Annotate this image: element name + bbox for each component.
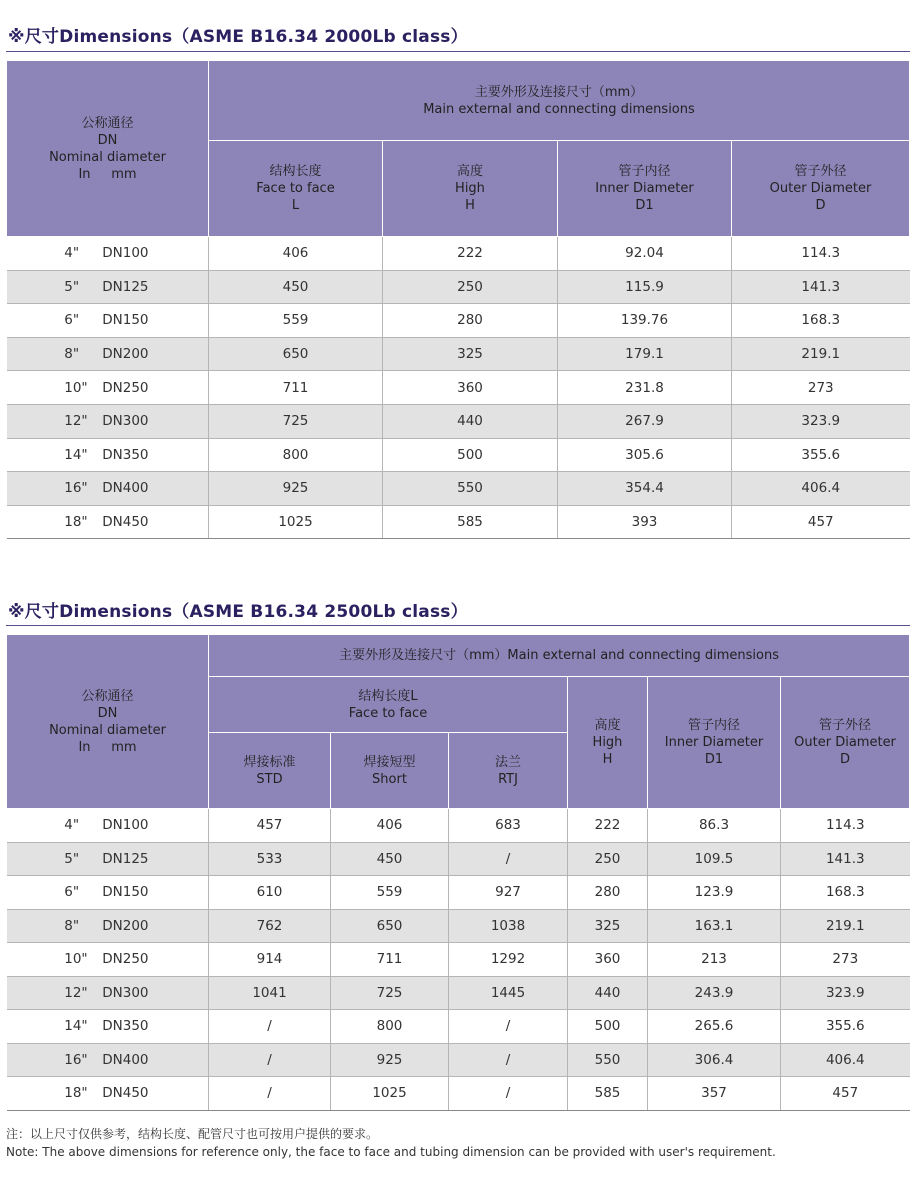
cell-h: 222 — [568, 809, 648, 843]
cell-inch: 4" — [64, 245, 80, 262]
table-row — [7, 976, 910, 1010]
cell-dn: DN200 — [102, 917, 149, 934]
table-row — [7, 404, 910, 438]
cell-dn: DN300 — [102, 413, 149, 430]
cell-l: 725 — [209, 404, 383, 438]
cell-h: 500 — [568, 1010, 648, 1044]
cell-h: 440 — [568, 976, 648, 1010]
cell-dn: DN450 — [102, 514, 149, 531]
section-title-2000lb: ※尺寸Dimensions（ASME B16.34 2000Lb class） — [8, 27, 468, 47]
header-face-to-face: 结构长度L Face to face — [209, 677, 568, 733]
header-inner-diameter: 管子内径 Inner Diameter D1 — [648, 677, 781, 809]
cell-rtj: 683 — [449, 809, 568, 843]
cell-nominal-diameter — [7, 909, 209, 943]
header-high: 高度 High H — [568, 677, 648, 809]
cell-l: 711 — [209, 371, 383, 405]
cell-rtj: 927 — [449, 876, 568, 910]
section-title-2500lb: ※尺寸Dimensions（ASME B16.34 2500Lb class） — [8, 602, 468, 622]
cell-nominal-diameter — [7, 337, 209, 371]
cell-inch: 12" — [64, 984, 88, 1001]
header-outer-diameter: 管子外径 Outer Diameter D — [781, 677, 910, 809]
cell-std: 533 — [209, 842, 331, 876]
cell-std: 914 — [209, 943, 331, 977]
cell-d: 168.3 — [732, 304, 910, 338]
cell-d: 273 — [732, 371, 910, 405]
cell-inch: 16" — [64, 480, 88, 497]
dimensions-table-2000lb — [6, 60, 910, 539]
cell-nominal-diameter — [7, 404, 209, 438]
cell-nominal-diameter — [7, 304, 209, 338]
cell-dn: DN400 — [102, 480, 149, 497]
cell-dn: DN150 — [102, 312, 149, 329]
note-chinese: 注：以上尺寸仅供参考，结构长度、配管尺寸也可按用户提供的要求。 — [6, 1127, 379, 1141]
cell-rtj: / — [449, 1077, 568, 1111]
cell-h: 585 — [568, 1077, 648, 1111]
cell-short: 1025 — [331, 1077, 449, 1111]
title-divider — [6, 51, 910, 52]
cell-nominal-diameter — [7, 876, 209, 910]
cell-l: 559 — [209, 304, 383, 338]
cell-d1: 115.9 — [558, 270, 732, 304]
dimensions-table-2500lb — [6, 634, 910, 1111]
cell-d1: 231.8 — [558, 371, 732, 405]
table-row — [7, 337, 910, 371]
cell-inch: 8" — [64, 917, 80, 934]
cell-rtj: 1292 — [449, 943, 568, 977]
cell-std: / — [209, 1077, 331, 1111]
cell-h: 360 — [568, 943, 648, 977]
cell-d: 168.3 — [781, 876, 910, 910]
cell-dn: DN100 — [102, 817, 149, 834]
table-row — [7, 270, 910, 304]
cell-nominal-diameter — [7, 943, 209, 977]
table-row — [7, 505, 910, 539]
cell-d1: 267.9 — [558, 404, 732, 438]
cell-inch: 8" — [64, 346, 80, 363]
table-row — [7, 237, 910, 271]
cell-d1: 139.76 — [558, 304, 732, 338]
note-block — [6, 1125, 776, 1161]
cell-rtj: / — [449, 1043, 568, 1077]
header-nominal-diameter: 公称通径 DN Nominal diameter In mm — [7, 61, 209, 237]
cell-nominal-diameter — [7, 842, 209, 876]
cell-h: 585 — [383, 505, 558, 539]
header-short: 焊接短型 Short — [331, 733, 449, 809]
cell-dn: DN300 — [102, 984, 149, 1001]
cell-h: 325 — [383, 337, 558, 371]
cell-std: 457 — [209, 809, 331, 843]
table-row — [7, 876, 910, 910]
cell-d1: 123.9 — [648, 876, 781, 910]
cell-std: / — [209, 1010, 331, 1044]
cell-inch: 16" — [64, 1051, 88, 1068]
cell-d: 219.1 — [732, 337, 910, 371]
cell-inch: 5" — [64, 278, 80, 295]
cell-d1: 393 — [558, 505, 732, 539]
header-main-dimensions: 主要外形及连接尺寸（mm）Main external and connecting dimensions — [209, 635, 910, 677]
cell-h: 500 — [383, 438, 558, 472]
cell-d1: 357 — [648, 1077, 781, 1111]
cell-d1: 354.4 — [558, 472, 732, 506]
cell-d1: 163.1 — [648, 909, 781, 943]
table-row — [7, 842, 910, 876]
cell-dn: DN125 — [102, 278, 149, 295]
cell-inch: 18" — [64, 514, 88, 531]
cell-l: 925 — [209, 472, 383, 506]
cell-inch: 5" — [64, 850, 80, 867]
cell-nominal-diameter — [7, 237, 209, 271]
cell-short: 406 — [331, 809, 449, 843]
cell-d: 406.4 — [732, 472, 910, 506]
header-rtj: 法兰 RTJ — [449, 733, 568, 809]
header-high: 高度 High H — [383, 141, 558, 237]
cell-rtj: / — [449, 842, 568, 876]
cell-d: 141.3 — [781, 842, 910, 876]
cell-h: 440 — [383, 404, 558, 438]
cell-rtj: / — [449, 1010, 568, 1044]
cell-short: 925 — [331, 1043, 449, 1077]
table-row — [7, 809, 910, 843]
cell-dn: DN350 — [102, 446, 149, 463]
cell-l: 650 — [209, 337, 383, 371]
header-outer-diameter: 管子外径 Outer Diameter D — [732, 141, 910, 237]
cell-inch: 12" — [64, 413, 88, 430]
cell-dn: DN150 — [102, 884, 149, 901]
cell-nominal-diameter — [7, 270, 209, 304]
cell-d: 323.9 — [781, 976, 910, 1010]
cell-nominal-diameter — [7, 976, 209, 1010]
cell-short: 450 — [331, 842, 449, 876]
header-face-to-face: 结构长度 Face to face L — [209, 141, 383, 237]
cell-h: 280 — [383, 304, 558, 338]
cell-l: 800 — [209, 438, 383, 472]
cell-inch: 6" — [64, 884, 80, 901]
cell-d: 457 — [732, 505, 910, 539]
cell-h: 550 — [568, 1043, 648, 1077]
cell-short: 650 — [331, 909, 449, 943]
cell-d: 273 — [781, 943, 910, 977]
cell-inch: 14" — [64, 446, 88, 463]
cell-nominal-diameter — [7, 1077, 209, 1111]
cell-l: 406 — [209, 237, 383, 271]
cell-l: 450 — [209, 270, 383, 304]
table-row — [7, 909, 910, 943]
cell-d1: 305.6 — [558, 438, 732, 472]
cell-h: 280 — [568, 876, 648, 910]
cell-l: 1025 — [209, 505, 383, 539]
cell-inch: 10" — [64, 951, 88, 968]
cell-d: 406.4 — [781, 1043, 910, 1077]
cell-dn: DN250 — [102, 379, 149, 396]
cell-h: 325 — [568, 909, 648, 943]
cell-std: / — [209, 1043, 331, 1077]
cell-dn: DN125 — [102, 850, 149, 867]
header-inner-diameter: 管子内径 Inner Diameter D1 — [558, 141, 732, 237]
cell-nominal-diameter — [7, 438, 209, 472]
cell-dn: DN200 — [102, 346, 149, 363]
table-row — [7, 304, 910, 338]
cell-d1: 243.9 — [648, 976, 781, 1010]
cell-std: 610 — [209, 876, 331, 910]
table-row — [7, 943, 910, 977]
cell-inch: 4" — [64, 817, 80, 834]
header-nominal-diameter: 公称通径 DN Nominal diameter In mm — [7, 635, 209, 809]
cell-inch: 18" — [64, 1085, 88, 1102]
title-divider — [6, 625, 910, 626]
cell-inch: 6" — [64, 312, 80, 329]
cell-short: 725 — [331, 976, 449, 1010]
cell-nominal-diameter — [7, 472, 209, 506]
cell-short: 711 — [331, 943, 449, 977]
cell-d: 114.3 — [732, 237, 910, 271]
header-main-dimensions: 主要外形及连接尺寸（mm） Main external and connecting dimensions — [209, 61, 910, 141]
cell-short: 559 — [331, 876, 449, 910]
cell-nominal-diameter — [7, 1043, 209, 1077]
table-row — [7, 472, 910, 506]
cell-nominal-diameter — [7, 505, 209, 539]
table-row — [7, 1043, 910, 1077]
cell-inch: 14" — [64, 1018, 88, 1035]
table-row — [7, 1010, 910, 1044]
cell-h: 222 — [383, 237, 558, 271]
cell-std: 1041 — [209, 976, 331, 1010]
cell-dn: DN350 — [102, 1018, 149, 1035]
cell-d1: 306.4 — [648, 1043, 781, 1077]
table-row — [7, 438, 910, 472]
cell-h: 250 — [568, 842, 648, 876]
cell-d1: 213 — [648, 943, 781, 977]
table-row — [7, 371, 910, 405]
cell-d: 141.3 — [732, 270, 910, 304]
cell-d: 219.1 — [781, 909, 910, 943]
cell-d: 114.3 — [781, 809, 910, 843]
cell-d1: 265.6 — [648, 1010, 781, 1044]
cell-d: 355.6 — [732, 438, 910, 472]
cell-d1: 179.1 — [558, 337, 732, 371]
cell-dn: DN100 — [102, 245, 149, 262]
cell-dn: DN250 — [102, 951, 149, 968]
header-std: 焊接标准 STD — [209, 733, 331, 809]
cell-dn: DN400 — [102, 1051, 149, 1068]
cell-h: 360 — [383, 371, 558, 405]
cell-inch: 10" — [64, 379, 88, 396]
cell-d: 355.6 — [781, 1010, 910, 1044]
cell-nominal-diameter — [7, 371, 209, 405]
cell-d1: 92.04 — [558, 237, 732, 271]
cell-d: 457 — [781, 1077, 910, 1111]
table-row — [7, 1077, 910, 1111]
cell-rtj: 1445 — [449, 976, 568, 1010]
cell-rtj: 1038 — [449, 909, 568, 943]
note-english: Note: The above dimensions for reference only, the face to face and tubing dimension can be provided with user's requirement. — [6, 1145, 776, 1159]
cell-dn: DN450 — [102, 1085, 149, 1102]
cell-std: 762 — [209, 909, 331, 943]
cell-h: 550 — [383, 472, 558, 506]
cell-d1: 86.3 — [648, 809, 781, 843]
cell-h: 250 — [383, 270, 558, 304]
cell-short: 800 — [331, 1010, 449, 1044]
cell-nominal-diameter — [7, 1010, 209, 1044]
cell-d1: 109.5 — [648, 842, 781, 876]
cell-d: 323.9 — [732, 404, 910, 438]
cell-nominal-diameter — [7, 809, 209, 843]
